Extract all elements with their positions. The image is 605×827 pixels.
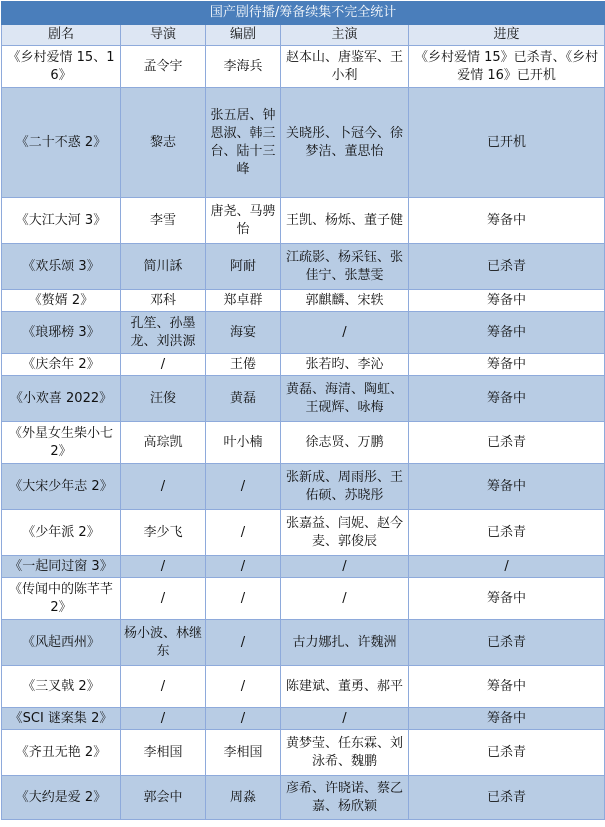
- cell-title: 《大江大河 3》: [2, 198, 121, 244]
- cell-writer: /: [206, 556, 281, 578]
- table-row: [2, 776, 605, 820]
- cell-writer: 叶小楠: [206, 422, 281, 464]
- cell-director: /: [121, 464, 206, 510]
- cell-cast: 徐志贤、万鹏: [281, 422, 409, 464]
- cell-status: 已杀青: [409, 422, 605, 464]
- header-status: 进度: [409, 25, 605, 46]
- table-row: [2, 666, 605, 708]
- cell-status: 筹备中: [409, 708, 605, 730]
- cell-director: 高琮凯: [121, 422, 206, 464]
- cell-status: 已杀青: [409, 510, 605, 556]
- cell-cast: 黄磊、海清、陶虹、王砚辉、咏梅: [281, 376, 409, 422]
- cell-cast: 张嘉益、闫妮、赵今麦、郭俊辰: [281, 510, 409, 556]
- cell-writer: 李海兵: [206, 46, 281, 88]
- table-row: [2, 244, 605, 290]
- cell-title: 《乡村爱情 15、16》: [2, 46, 121, 88]
- cell-director: 李雪: [121, 198, 206, 244]
- cell-status: 已杀青: [409, 620, 605, 666]
- cell-cast: 古力娜扎、许魏洲: [281, 620, 409, 666]
- table-container: [1, 1, 604, 820]
- cell-writer: 黄磊: [206, 376, 281, 422]
- cell-cast: /: [281, 312, 409, 354]
- cell-title: 《庆余年 2》: [2, 354, 121, 376]
- cell-title: 《齐丑无艳 2》: [2, 730, 121, 776]
- cell-writer: /: [206, 666, 281, 708]
- table-row: [2, 354, 605, 376]
- cell-status: 已杀青: [409, 730, 605, 776]
- cell-title: 《SCI 谜案集 2》: [2, 708, 121, 730]
- cell-title: 《小欢喜 2022》: [2, 376, 121, 422]
- header-director: 导演: [121, 25, 206, 46]
- cell-director: 黎志: [121, 88, 206, 198]
- cell-cast: /: [281, 708, 409, 730]
- cell-title: 《少年派 2》: [2, 510, 121, 556]
- cell-status: 筹备中: [409, 290, 605, 312]
- cell-writer: /: [206, 708, 281, 730]
- cell-director: /: [121, 708, 206, 730]
- table-row: [2, 290, 605, 312]
- cell-director: 郭会中: [121, 776, 206, 820]
- cell-status: 筹备中: [409, 354, 605, 376]
- cell-cast: 赵本山、唐鉴军、王小利: [281, 46, 409, 88]
- table-row: [2, 464, 605, 510]
- cell-title: 《大约是爱 2》: [2, 776, 121, 820]
- table-row: [2, 88, 605, 198]
- table-row: [2, 312, 605, 354]
- header-cast: 主演: [281, 25, 409, 46]
- cell-status: 筹备中: [409, 312, 605, 354]
- cell-writer: 张五居、钟恩淑、韩三台、陆十三峰: [206, 88, 281, 198]
- cell-director: /: [121, 666, 206, 708]
- cell-director: 邓科: [121, 290, 206, 312]
- cell-title: 《一起同过窗 3》: [2, 556, 121, 578]
- table-row: [2, 556, 605, 578]
- cell-status: 已杀青: [409, 244, 605, 290]
- cell-status: 《乡村爱情 15》已杀青、《乡村爱情 16》已开机: [409, 46, 605, 88]
- table-header-row: [2, 25, 605, 46]
- cell-writer: 唐尧、马骋怡: [206, 198, 281, 244]
- sequel-stats-table: [1, 1, 605, 820]
- cell-title: 《二十不惑 2》: [2, 88, 121, 198]
- cell-writer: 阿耐: [206, 244, 281, 290]
- table-row: [2, 730, 605, 776]
- table-row: [2, 198, 605, 244]
- cell-cast: 张新成、周雨彤、王佑硕、苏晓彤: [281, 464, 409, 510]
- cell-writer: 李相国: [206, 730, 281, 776]
- cell-title: 《大宋少年志 2》: [2, 464, 121, 510]
- table-row: [2, 578, 605, 620]
- cell-status: 筹备中: [409, 666, 605, 708]
- cell-director: 杨小波、林继东: [121, 620, 206, 666]
- cell-writer: 周淼: [206, 776, 281, 820]
- cell-title: 《欢乐颂 3》: [2, 244, 121, 290]
- cell-director: 孟令宇: [121, 46, 206, 88]
- cell-cast: 关晓彤、卜冠今、徐梦洁、董思怡: [281, 88, 409, 198]
- cell-director: 简川訸: [121, 244, 206, 290]
- cell-status: 筹备中: [409, 198, 605, 244]
- cell-cast: /: [281, 578, 409, 620]
- cell-status: /: [409, 556, 605, 578]
- cell-title: 《风起西州》: [2, 620, 121, 666]
- cell-writer: 郑卓群: [206, 290, 281, 312]
- cell-status: 筹备中: [409, 464, 605, 510]
- cell-cast: 张若昀、李沁: [281, 354, 409, 376]
- cell-director: 孔笙、孙墨龙、刘洪源: [121, 312, 206, 354]
- cell-cast: /: [281, 556, 409, 578]
- table-row: [2, 708, 605, 730]
- cell-cast: 王凯、杨烁、董子健: [281, 198, 409, 244]
- table-row: [2, 510, 605, 556]
- table-row: [2, 620, 605, 666]
- cell-director: /: [121, 354, 206, 376]
- cell-director: 李相国: [121, 730, 206, 776]
- cell-director: /: [121, 578, 206, 620]
- cell-status: 筹备中: [409, 578, 605, 620]
- cell-writer: /: [206, 510, 281, 556]
- cell-cast: 黄梦莹、任东霖、刘泳希、魏鹏: [281, 730, 409, 776]
- table-row: [2, 376, 605, 422]
- cell-status: 已杀青: [409, 776, 605, 820]
- table-title: 国产剧待播/筹备续集不完全统计: [2, 2, 605, 25]
- table-row: [2, 422, 605, 464]
- cell-cast: 郭麒麟、宋轶: [281, 290, 409, 312]
- table-row: [2, 46, 605, 88]
- header-writer: 编剧: [206, 25, 281, 46]
- cell-writer: /: [206, 620, 281, 666]
- cell-cast: 江疏影、杨采钰、张佳宁、张慧雯: [281, 244, 409, 290]
- cell-writer: /: [206, 464, 281, 510]
- cell-title: 《琅琊榜 3》: [2, 312, 121, 354]
- cell-director: /: [121, 556, 206, 578]
- cell-cast: 陈建斌、董勇、郝平: [281, 666, 409, 708]
- cell-title: 《赘婿 2》: [2, 290, 121, 312]
- header-name: 剧名: [2, 25, 121, 46]
- cell-title: 《传闻中的陈芊芊 2》: [2, 578, 121, 620]
- cell-cast: 彦希、许晓诺、蔡乙嘉、杨欣颖: [281, 776, 409, 820]
- cell-director: 汪俊: [121, 376, 206, 422]
- cell-status: 筹备中: [409, 376, 605, 422]
- cell-writer: 海宴: [206, 312, 281, 354]
- cell-director: 李少飞: [121, 510, 206, 556]
- cell-writer: 王倦: [206, 354, 281, 376]
- cell-title: 《三叉戟 2》: [2, 666, 121, 708]
- cell-status: 已开机: [409, 88, 605, 198]
- cell-title: 《外星女生柴小七 2》: [2, 422, 121, 464]
- cell-writer: /: [206, 578, 281, 620]
